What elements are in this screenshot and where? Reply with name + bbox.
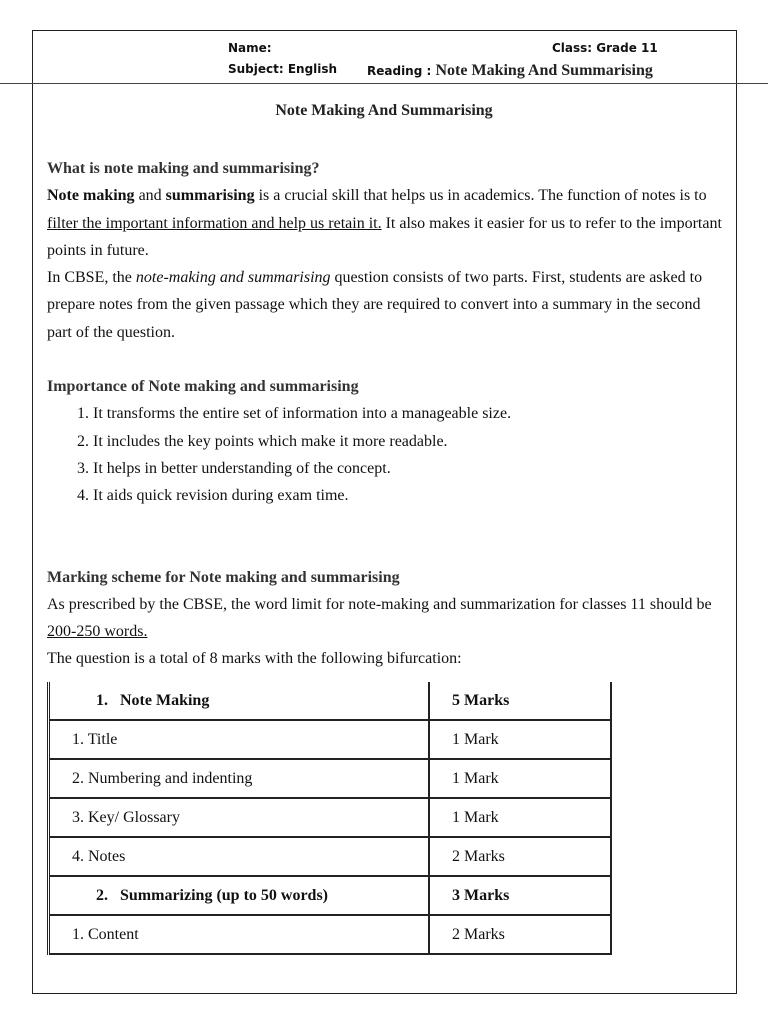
subject-label: Subject: English <box>228 62 338 76</box>
table-cell-label: 4. Notes <box>49 837 430 876</box>
table-cell-label: 3. Key/ Glossary <box>49 798 430 837</box>
table-row <box>49 915 612 954</box>
list-item: 3. It helps in better understanding of the concept. <box>93 455 727 482</box>
document-body <box>47 155 727 673</box>
table-row <box>49 837 612 876</box>
word-limit: 200-250 words. <box>47 623 148 641</box>
section-heading-what: What is note making and summarising? <box>47 160 320 177</box>
term-summarising: summarising <box>165 187 255 205</box>
table-cell-label: 1. Note Making <box>49 682 430 720</box>
paragraph-total-marks: The question is a total of 8 marks with the following bifurcation: <box>47 650 462 668</box>
table-cell-label: 1. Content <box>49 915 430 954</box>
page-title: Note Making And Summarising <box>275 102 493 119</box>
section-heading-importance: Importance of Note making and summarising <box>47 378 359 396</box>
table-cell-marks: 2 Marks <box>452 925 505 943</box>
list-item: 4. It aids quick revision during exam time. <box>93 482 727 509</box>
table-row <box>49 798 612 837</box>
table-row <box>49 759 612 798</box>
paragraph-word-limit <box>47 591 727 646</box>
reading-label <box>367 62 653 80</box>
class-label: Class: Grade 11 <box>552 41 658 55</box>
table-row <box>49 720 612 759</box>
table-cell-marks: 1 Mark <box>429 759 611 798</box>
text-run: As prescribed by the CBSE, the word limit for note-making and summarization for classes 11 should be <box>47 595 712 613</box>
table-cell-label: 1. Title <box>49 720 430 759</box>
text-run: and <box>134 187 166 205</box>
italic-phrase: note-making and summarising <box>135 269 331 287</box>
table-cell-label: 2. Summarizing (up to 50 words) <box>49 876 430 915</box>
name-label: Name: <box>228 41 272 55</box>
table-cell-marks: 5 Marks <box>429 682 611 720</box>
list-item: 1. It transforms the entire set of information into a manageable size. <box>93 400 727 427</box>
table-row <box>49 682 612 720</box>
table-cell-marks: 3 Marks <box>429 876 611 915</box>
importance-list <box>47 400 727 509</box>
table-cell-marks: 1 Mark <box>429 720 611 759</box>
paragraph-definition <box>47 182 727 264</box>
section-heading-marking: Marking scheme for Note making and summarising <box>47 568 400 586</box>
table-cell-marks: 2 Marks <box>429 837 611 876</box>
reading-topic: Note Making And Summarising <box>435 62 653 79</box>
list-item: 2. It includes the key points which make it more readable. <box>93 428 727 455</box>
marking-table <box>47 682 612 955</box>
underlined-phrase: filter the important information and help us retain it. <box>47 214 382 232</box>
table-cell-marks: 1 Mark <box>429 798 611 837</box>
text-run: question consists of two parts. First, students are asked to prepare notes from the given passage which they are required to convert into a summary in the second part of the question. <box>47 269 703 341</box>
text-run: It also makes it easier for us to refer to the important points in future. <box>47 214 722 259</box>
text-run: In CBSE, the <box>47 269 136 287</box>
header-divider <box>0 83 768 84</box>
text-run: is a crucial skill that helps us in academics. The function of notes is to <box>254 187 707 205</box>
paragraph-cbse <box>47 264 727 346</box>
table-cell-label: 2. Numbering and indenting <box>49 759 430 798</box>
table-row <box>49 876 612 915</box>
term-note-making: Note making <box>47 187 135 205</box>
reading-prefix: Reading : <box>367 64 432 78</box>
